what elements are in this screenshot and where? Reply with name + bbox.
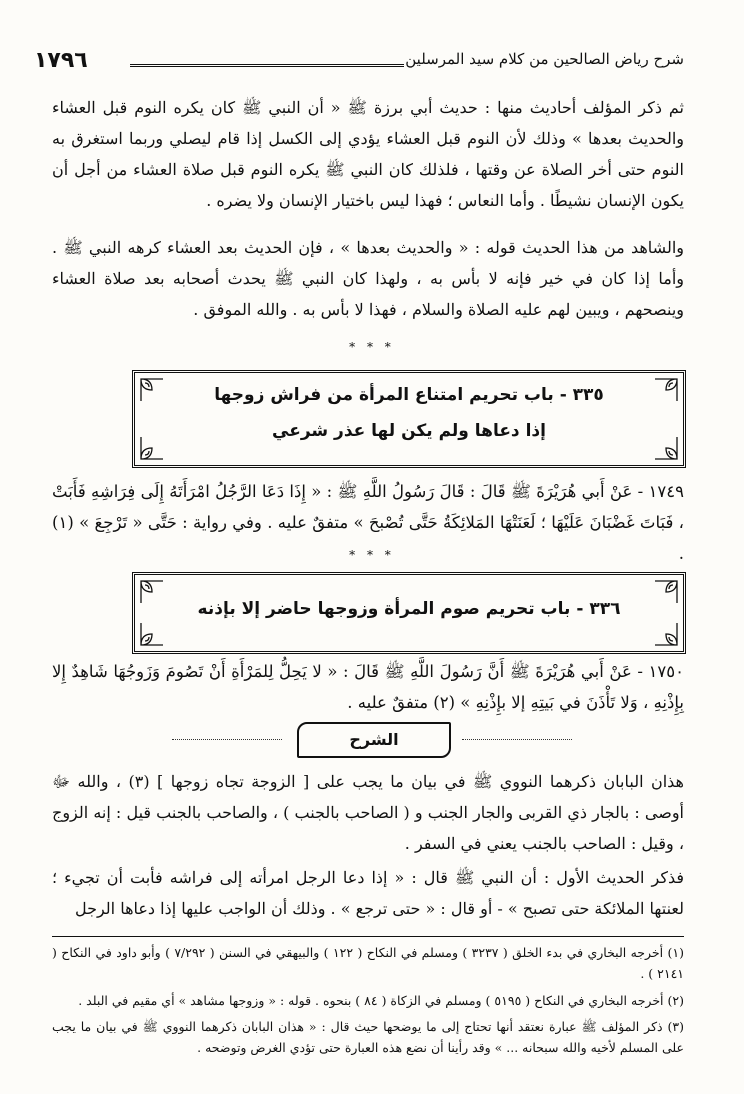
sharh-heading [172,722,572,756]
header-rule [130,64,404,67]
section-separator: * * * [349,548,395,562]
hadith-1749: ١٧٤٩ - عَنْ أَبي هُرَيْرَةَ ﷺ قَالَ : قَالَ رَسُولُ اللَّهِ ﷺ : « إِذَا دَعَا الرَّجُلُ امْرَأَتَهُ إِلَى فِرَاشِهِ فَأَبَتْ ، فَبَاتَ غَضْبَانَ عَلَيْهَا ؛ لَعَنَتْهَا المَلائِكَةُ حَتَّى تُصْبحَ » متفقٌ عليه . وفي رواية : حَتَّى « تَرْجِعَ » (١) . [52,482,684,563]
ornament-icon [139,621,165,647]
intro-paragraph-2: والشاهد من هذا الحديث قوله : « والحديث بعدها » ، فإن الحديث بعد العشاء كرهه النبي ﷺ . وأما إذا كان في خير فإنه لا بأس به ، ولهذا كان النبي ﷺ يحدث أصحابه بعد صلاة العشاء وينصحهم ، ويبين لهم عليه الصلاة والسلام ، فهذا لا بأس به . والله الموفق . [52,238,684,319]
chapter-heading-335 [132,370,686,468]
footnote-1: (١) أخرجه البخاري في بدء الخلق ( ٣٢٣٧ ) ومسلم في النكاح ( ١٢٢ ) والبيهقي في السنن ( ٧/٢٩٢ ) وأبو داود في النكاح ( ٢١٤١ ) . [52,945,684,981]
commentary-paragraph-2: فذكر الحديث الأول : أن النبي ﷺ قال : « إذا دعا الرجل امرأته إلى فراشه فأبت أن تجيء ؛ لعنتها الملائكة حتى تصبح » - أو قال : « حتى ترجع » . وذلك أن الواجب عليها إذا دعاها الرجل [52,868,684,918]
intro-paragraph-1: ثم ذكر المؤلف أحاديث منها : حديث أبي برزة ﷺ « أن النبي ﷺ كان يكره النوم قبل العشاء والحديث بعدها » وذلك لأن النوم قبل العشاء يؤدي إلى الكسل إذا قام ليصلي وربما استغرق به النوم حتى أخر الصلاة عن وقتها ، فلذلك كان النبي ﷺ يكره النوم قبل صلاة العشاء من أجل أن يكون الإنسان نشيطًا . وأما النعاس ؛ فهذا ليس باختيار الإنسان ولا يضره . [52,98,684,210]
footnote-divider [52,936,684,937]
chapter-heading-336 [132,572,686,654]
chapter-title-line-1: ٣٣٦ - باب تحريم صوم المرأة وزوجها حاضر إلا بإذنه [197,599,621,619]
book-title: شرح رياض الصالحين من كلام سيد المرسلين [405,50,684,68]
sharh-title: الشرح [297,722,451,758]
footnote-2: (٢) أخرجه البخاري في النكاح ( ٥١٩٥ ) ومسلم في الزكاة ( ٨٤ ) بنحوه . قوله : « وزوجها مشاهد » أي مقيم في البلد . [78,993,684,1008]
chapter-title-line-2: إذا دعاها ولم يكن لها عذر شرعي [272,421,546,441]
footnote-3: (٣) ذكر المؤلف ﷺ عبارة نعتقد أنها تحتاج إلى ما يوضحها حيث قال : « هذان البابان ذكرهما النووي ﷺ في بيان ما يجب على المسلم لأخيه والله سبحانه ... » وقد رأينا أن نضع هذه العبارة حتى تؤدي الغرض وتوضحه . [52,1019,684,1055]
chapter-title-line-1: ٣٣٥ - باب تحريم امتناع المرأة من فراش زوجها [214,385,604,405]
ornament-icon [653,621,679,647]
page-number: ١٧٩٦ [34,48,88,73]
section-separator: * * * [349,340,395,354]
decorative-rule [462,739,572,740]
hadith-1750: ١٧٥٠ - عَنْ أَبي هُرَيْرَةَ ﷺ أَنَّ رَسُولَ اللَّهِ ﷺ قَالَ : « لا يَحِلُّ لِلمَرْأَةِ أَنْ تَصُومَ وَزَوجُهَا شَاهِدٌ إِلا بِإِذْنِهِ ، وَلا تَأْذَنَ في بَيتِهِ إلا بإِذْنِهِ » (٢) متفقٌ عليه . [52,662,684,712]
commentary-paragraph-1: هذان البابان ذكرهما النووي ﷺ في بيان ما يجب على [ الزوجة تجاه زوجها ] (٣) ، والله ﷻ أوصى : بالجار ذي القربى والجار الجنب و ( الصاحب بالجنب ) ، والصاحب بالجنب قيل : إنه الزوج ، وقيل : الصاحب بالجنب يعني في السفر . [52,772,684,853]
page-header [34,48,684,78]
decorative-rule [172,739,282,740]
